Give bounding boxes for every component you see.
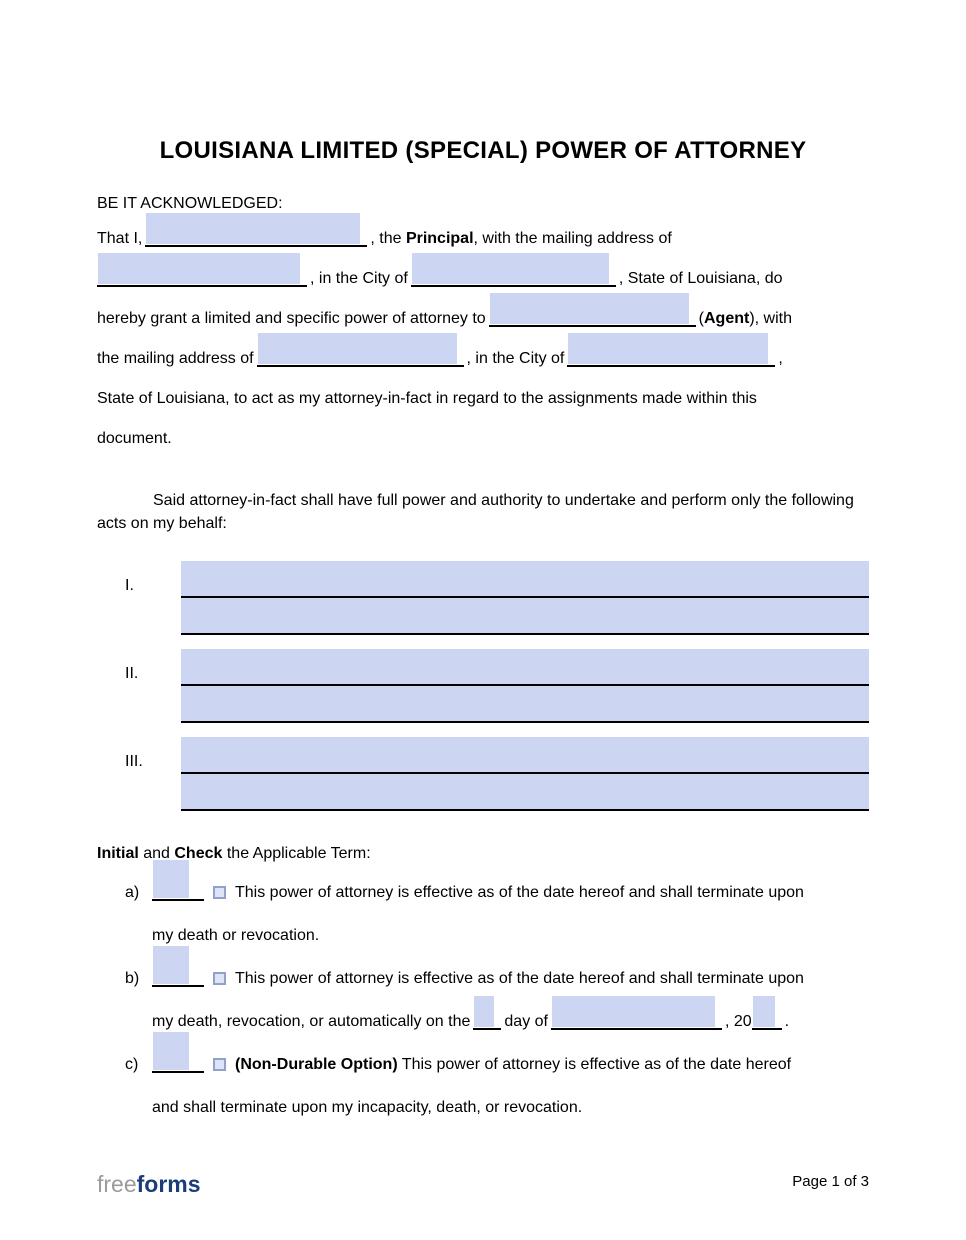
term-a-line-2: my death or revocation. <box>152 927 320 944</box>
page-footer <box>97 1173 869 1196</box>
term-b-text: , 20 <box>724 1013 752 1030</box>
agent-city-field[interactable] <box>567 347 775 367</box>
terms-heading-check: Check <box>174 845 223 862</box>
act-1-line-2-field[interactable] <box>181 598 869 635</box>
term-c-label: c) <box>125 1056 139 1073</box>
term-a-initials-field[interactable] <box>152 881 204 901</box>
act-numeral-1: I. <box>125 577 134 594</box>
act-item-2 <box>97 649 869 723</box>
term-b-text: This power of attorney is effective as of the date hereof and shall terminate upon <box>235 970 804 987</box>
term-b-label: b) <box>125 970 140 987</box>
term-a-body <box>152 871 869 957</box>
term-b-body <box>152 957 869 1043</box>
act-2-line-1-field[interactable] <box>181 649 869 686</box>
term-b-initials-field[interactable] <box>152 967 204 987</box>
principal-label: Principal <box>405 230 474 247</box>
intro-line-1 <box>97 219 869 259</box>
act-1-line-1-field[interactable] <box>181 561 869 598</box>
term-option-c <box>125 1043 869 1129</box>
intro-text: document. <box>97 430 172 447</box>
term-b-day-field[interactable] <box>473 1010 501 1030</box>
principal-city-field[interactable] <box>411 267 616 287</box>
act-3-line-2-field[interactable] <box>181 774 869 811</box>
intro-text: , in the City of <box>310 270 408 287</box>
terms-heading-text: and <box>138 845 175 862</box>
term-a-text: This power of attorney is effective as of the date hereof and shall terminate upon <box>235 884 804 901</box>
brand-forms-text: forms <box>136 1171 201 1197</box>
act-2-line-2-field[interactable] <box>181 686 869 723</box>
agent-name-field[interactable] <box>489 307 696 327</box>
intro-text: hereby grant a limited and specific power of attorney to <box>97 310 486 327</box>
terms-heading-initial: Initial <box>97 845 139 862</box>
act-3-line-1-field[interactable] <box>181 737 869 774</box>
term-c-non-durable-label: (Non-Durable Option) <box>235 1056 398 1073</box>
intro-line-6 <box>97 419 869 459</box>
intro-text: the mailing address of <box>97 350 254 367</box>
act-item-1 <box>97 561 869 635</box>
intro-text: State of Louisiana, to act as my attorney-in-fact in regard to the assignments made within this <box>97 390 757 407</box>
document-title: LOUISIANA LIMITED (SPECIAL) POWER OF ATTORNEY <box>159 137 807 164</box>
term-b-line-2 <box>152 1000 869 1043</box>
acknowledgment-heading: BE IT ACKNOWLEDGED: <box>97 195 283 212</box>
intro-text: That I, <box>97 230 143 247</box>
term-c-initials-field[interactable] <box>152 1053 204 1073</box>
freeforms-logo <box>97 1173 201 1196</box>
terms-heading <box>97 845 869 863</box>
term-c-checkbox[interactable] <box>213 1058 226 1071</box>
intro-text: , the <box>370 230 406 247</box>
act-lines-3 <box>181 737 869 811</box>
intro-text: ( <box>698 310 704 327</box>
term-b-line-1 <box>152 957 869 1000</box>
term-b-month-field[interactable] <box>551 1010 722 1030</box>
act-lines-1 <box>181 561 869 635</box>
intro-paragraph <box>97 219 869 459</box>
term-a-line-1 <box>152 871 869 914</box>
brand-free-text: free <box>97 1171 137 1197</box>
term-c-line-1 <box>152 1043 869 1086</box>
intro-line-3 <box>97 299 869 339</box>
principal-name-field[interactable] <box>145 227 367 247</box>
act-numeral-3: III. <box>125 753 143 770</box>
authority-paragraph: Said attorney-in-fact shall have full power and authority to undertake and perform only the following acts on my behalf: <box>97 492 854 532</box>
term-b-checkbox[interactable] <box>213 972 226 985</box>
act-lines-2 <box>181 649 869 723</box>
term-c-text: This power of attorney is effective as of the date hereof <box>397 1056 792 1073</box>
term-option-b <box>125 957 869 1043</box>
agent-address-field[interactable] <box>257 347 464 367</box>
intro-line-5 <box>97 379 869 419</box>
principal-address-field[interactable] <box>97 267 307 287</box>
term-b-year-field[interactable] <box>752 1010 782 1030</box>
act-item-3 <box>97 737 869 811</box>
intro-text: , in the City of <box>466 350 565 367</box>
page-indicator: Page 1 of 3 <box>792 1173 869 1190</box>
term-b-text: . <box>784 1013 790 1030</box>
terms-heading-text: the Applicable Term: <box>222 845 371 862</box>
intro-text: , State of Louisiana, do <box>618 270 783 287</box>
term-b-text: my death, revocation, or automatically on the <box>152 1013 471 1030</box>
intro-text: , with the mailing address of <box>473 230 672 247</box>
term-c-line-2: and shall terminate upon my incapacity, death, or revocation. <box>152 1099 583 1116</box>
intro-text: , <box>778 350 783 367</box>
term-c-body <box>152 1043 869 1129</box>
term-option-a <box>125 871 869 957</box>
intro-text: ), with <box>749 310 792 327</box>
intro-line-2 <box>97 259 869 299</box>
term-b-text: day of <box>504 1013 548 1030</box>
term-a-label: a) <box>125 884 140 901</box>
acts-section <box>97 561 869 811</box>
term-a-checkbox[interactable] <box>213 886 226 899</box>
intro-line-4 <box>97 339 869 379</box>
agent-label: Agent <box>703 310 750 327</box>
act-numeral-2: II. <box>125 665 139 682</box>
